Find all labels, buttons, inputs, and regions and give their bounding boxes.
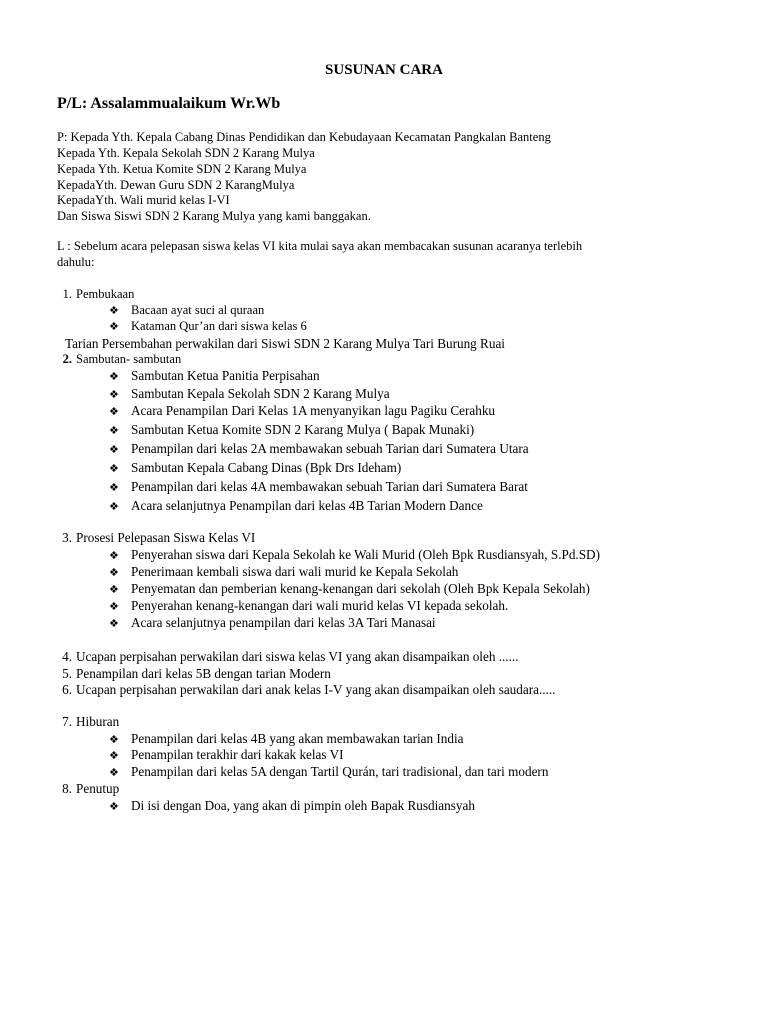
diamond-bullet-icon: ❖	[109, 618, 119, 630]
list-item: ❖ Acara selanjutnya penampilan dari kelas 3A Tari Manasai	[109, 614, 436, 633]
diamond-bullet-icon: ❖	[109, 389, 119, 401]
list-item: ❖ Penyematan dan pemberian kenang-kenangan dari sekolah (Oleh Bpk Kepala Sekolah)	[109, 580, 590, 599]
section-number: 5.	[62, 666, 72, 681]
list-item: ❖ Penerimaan kembali siswa dari wali murid ke Kepala Sekolah	[109, 563, 458, 582]
list-item: ❖ Penampilan dari kelas 4B yang akan membawakan tarian India	[109, 730, 464, 749]
section-pembukaan	[55, 286, 134, 302]
section-label: Ucapan perpisahan perwakilan dari siswa kelas VI yang akan disampaikan oleh ......	[76, 649, 519, 664]
diamond-bullet-icon: ❖	[109, 584, 119, 596]
section-ucapan-kelas-vi	[55, 648, 519, 665]
diamond-bullet-icon: ❖	[109, 463, 119, 475]
diamond-bullet-icon: ❖	[109, 550, 119, 562]
diamond-bullet-icon: ❖	[109, 444, 119, 456]
section-penampilan-5b	[55, 665, 331, 682]
section-label: Hiburan	[76, 714, 120, 729]
greeting-line: Kepada Yth. Ketua Komite SDN 2 Karang Mulya	[57, 162, 307, 176]
intro-line: dahulu:	[57, 255, 95, 269]
section-number: 1.	[62, 287, 72, 301]
list-item: ❖ Penampilan dari kelas 4A membawakan sebuah Tarian dari Sumatera Barat	[109, 478, 528, 497]
diamond-bullet-icon: ❖	[109, 425, 119, 437]
list-item: ❖ Kataman Qur’an dari siswa kelas 6	[109, 319, 307, 333]
section-label: Pembukaan	[76, 287, 135, 301]
section-ucapan-kelas-i-v	[55, 681, 555, 698]
greeting-line: KepadaYth. Dewan Guru SDN 2 KarangMulya	[57, 178, 295, 192]
section-label: Prosesi Pelepasan Siswa Kelas VI	[76, 530, 256, 545]
section-label: Penutup	[76, 781, 120, 796]
diamond-bullet-icon: ❖	[109, 767, 119, 779]
list-item: ❖ Penyerahan kenang-kenangan dari wali murid kelas VI kepada sekolah.	[109, 597, 508, 616]
list-item: ❖ Penampilan dari kelas 5A dengan Tartil Qurán, tari tradisional, dan tari modern	[109, 763, 548, 782]
section-label: Penampilan dari kelas 5B dengan tarian Modern	[76, 666, 331, 681]
section-number: 6.	[62, 682, 72, 697]
diamond-bullet-icon: ❖	[109, 501, 119, 513]
diamond-bullet-icon: ❖	[109, 601, 119, 613]
list-item: ❖ Sambutan Ketua Komite SDN 2 Karang Mulya ( Bapak Munaki)	[109, 421, 474, 440]
section-hiburan	[55, 713, 119, 730]
diamond-bullet-icon: ❖	[109, 734, 119, 746]
document-title: SUSUNAN CARA	[325, 62, 443, 78]
list-item: ❖ Penampilan terakhir dari kakak kelas VI	[109, 746, 344, 765]
list-item: ❖ Acara selanjutnya Penampilan dari kelas 4B Tarian Modern Dance	[109, 497, 483, 516]
diamond-bullet-icon: ❖	[109, 750, 119, 762]
section-sambutan	[55, 351, 181, 367]
list-item: ❖ Sambutan Kepala Sekolah SDN 2 Karang Mulya	[109, 385, 390, 404]
diamond-bullet-icon: ❖	[109, 482, 119, 494]
diamond-bullet-icon: ❖	[109, 321, 119, 333]
diamond-bullet-icon: ❖	[109, 305, 119, 317]
diamond-bullet-icon: ❖	[109, 371, 119, 383]
section-number: 8.	[62, 781, 72, 796]
section-number: 3.	[62, 530, 72, 545]
section-label: Ucapan perpisahan perwakilan dari anak kelas I-V yang akan disampaikan oleh saudara.....	[76, 682, 556, 697]
list-item: ❖ Penyerahan siswa dari Kepala Sekolah ke Wali Murid (Oleh Bpk Rusdiansyah, S.Pd.SD)	[109, 546, 600, 565]
section-penutup	[55, 780, 119, 797]
diamond-bullet-icon: ❖	[109, 406, 119, 418]
section-number: 4.	[62, 649, 72, 664]
section-extra-line: Tarian Persembahan perwakilan dari Siswi SDN 2 Karang Mulya Tari Burung Ruai	[65, 336, 505, 351]
list-item: ❖ Penampilan dari kelas 2A membawakan sebuah Tarian dari Sumatera Utara	[109, 440, 529, 459]
greeting-line: Kepada Yth. Kepala Sekolah SDN 2 Karang Mulya	[57, 146, 315, 160]
section-label: Sambutan- sambutan	[76, 352, 182, 366]
section-number: 2.	[62, 352, 72, 366]
list-item: ❖ Acara Penampilan Dari Kelas 1A menyanyikan lagu Pagiku Cerahku	[109, 402, 495, 421]
list-item: ❖ Sambutan Kepala Cabang Dinas (Bpk Drs Ideham)	[109, 459, 401, 478]
section-prosesi	[55, 529, 255, 546]
opening-salutation: P/L: Assalammualaikum Wr.Wb	[57, 95, 281, 112]
list-item: ❖ Di isi dengan Doa, yang akan di pimpin oleh Bapak Rusdiansyah	[109, 797, 475, 816]
greeting-line: KepadaYth. Wali murid kelas I-VI	[57, 193, 230, 207]
diamond-bullet-icon: ❖	[109, 567, 119, 579]
section-number: 7.	[62, 714, 72, 729]
list-item: ❖ Sambutan Ketua Panitia Perpisahan	[109, 367, 320, 386]
list-item: ❖ Bacaan ayat suci al quraan	[109, 303, 265, 317]
greeting-line: Dan Siswa Siswi SDN 2 Karang Mulya yang kami banggakan.	[57, 209, 371, 223]
intro-line: L : Sebelum acara pelepasan siswa kelas VI kita mulai saya akan membacakan susunan acaranya terlebih	[57, 239, 583, 253]
diamond-bullet-icon: ❖	[109, 801, 119, 813]
greeting-line: P: Kepada Yth. Kepala Cabang Dinas Pendidikan dan Kebudayaan Kecamatan Pangkalan Banteng	[57, 130, 551, 144]
